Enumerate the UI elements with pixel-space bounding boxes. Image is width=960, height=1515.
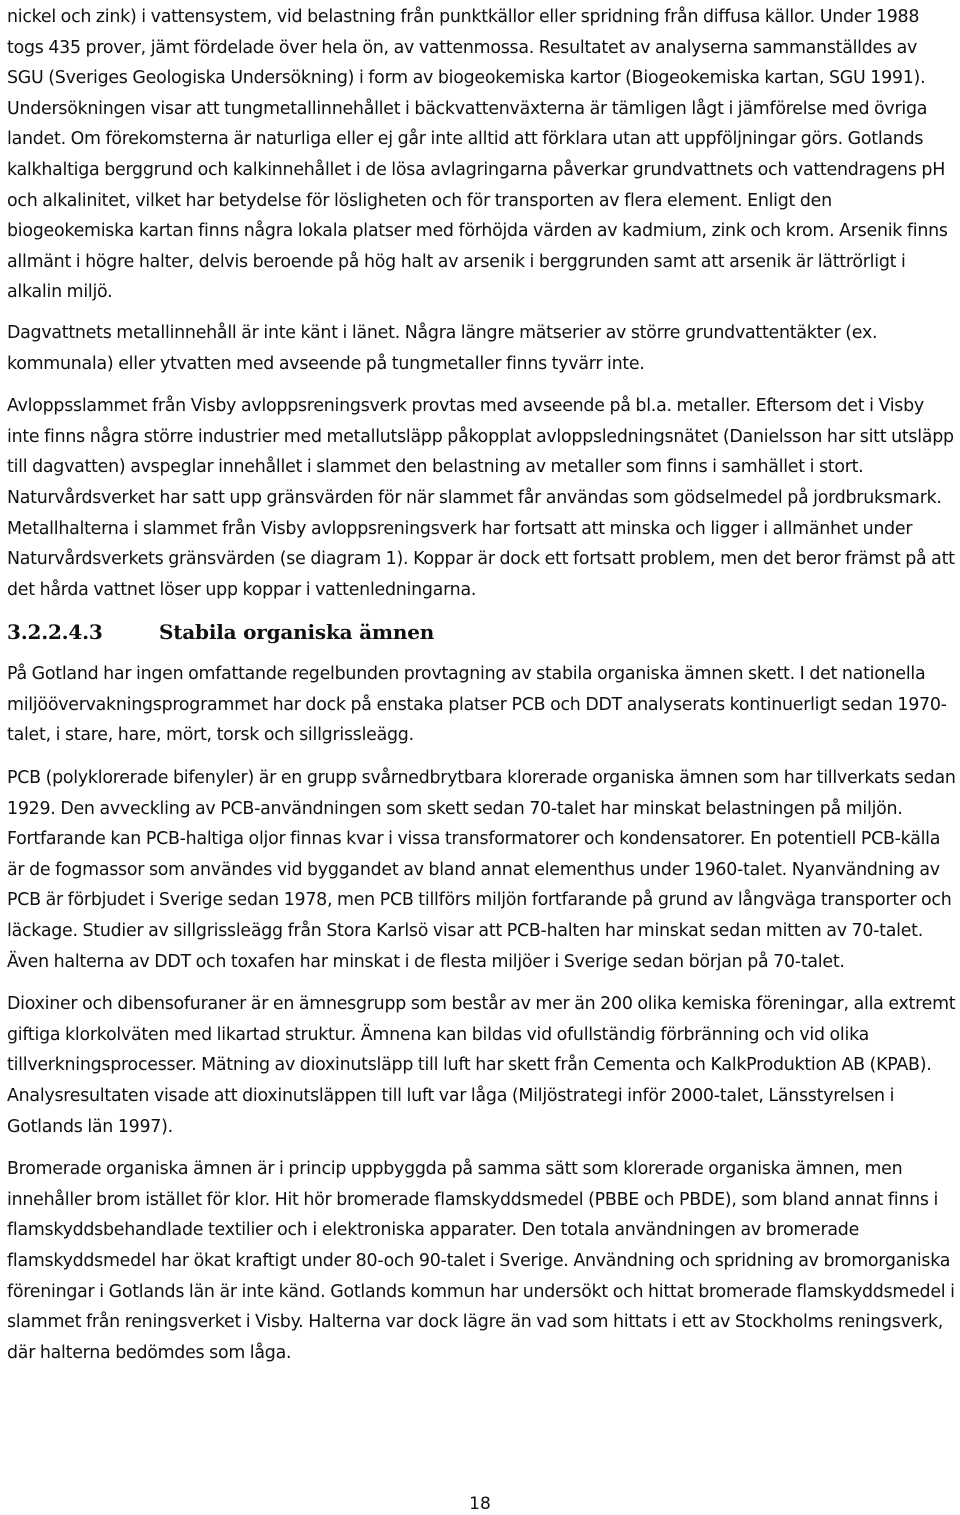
paragraph-stormwater: Dagvattnets metallinnehåll är inte känt i länet. Några längre mätserier av större grundvattentäkter (ex. kommunala) eller ytvatten med avseende på tungmetaller finns tyvärr inte.	[7, 322, 878, 374]
paragraph-dioxins: Dioxiner och dibensofuraner är en ämnesgrupp som består av mer än 200 olika kemiska föreningar, alla extremt giftiga klorkolväten med likartad struktur. Ämnena kan bildas vid ofullständig förbränning och vid olika tillverkningsprocesser. Mätning av dioxinutsläpp till luft har skett från Cementa och KalkProduktion AB (KPAB). Analysresultaten visade att dioxinutsläppen till luft var låga (Miljöstrategi inför 2000-talet, Länsstyrelsen i Gotlands län 1997).	[7, 994, 956, 1137]
paragraph-gotland-sampling: På Gotland har ingen omfattande regelbunden provtagning av stabila organiska ämnen skett. I det nationella miljöövervakningsprogrammet har dock på enstaka platser PCB och DDT analyserats kontinuerligt sedan 1970-talet, i stare, hare, mört, torsk och sillgrissleägg.	[7, 664, 947, 746]
paragraph-sewage-sludge: Avloppsslammet från Visby avloppsreningsverk provtas med avseende på bl.a. metaller. Eftersom det i Visby inte finns några större industrier med metallutsläpp påkopplat avloppsledningsnätet (Danielsson har sitt utsläpp till dagvatten) avspeglar innehållet i slammet den belastning av metaller som finns i samhället i stort. Naturvårdsverket har satt upp gränsvärden för när slammet får användas som gödselmedel på jordbruksmark. Metallhalterna i slammet från Visby avloppsreningsverk har fortsatt att minska och ligger i allmänhet under Naturvårdsverkets gränsvärden (se diagram 1). Koppar är dock ett fortsatt problem, men det beror främst på att det hårda vattnet löser upp koppar i vattenledningarna.	[7, 396, 955, 600]
paragraph-biogeochemical-maps: nickel och zink) i vattensystem, vid belastning från punktkällor eller spridning från diffusa källor. Under 1988 togs 435 prover, jämt fördelade över hela ön, av vattenmossa. Resultatet av analyserna sammanställdes av SGU (Sveriges Geologiska Undersökning) i form av biogeokemiska kartor (Biogeokemiska kartan, SGU 1991). Undersökningen visar att tungmetallinnehållet i bäckvattenväxterna är tämligen lågt i jämförelse med övriga landet. Om förekomsterna är naturliga eller ej går inte alltid att förklara utan att uppföljningar görs. Gotlands kalkhaltiga berggrund och kalkinnehållet i de lösa avlagringarna påverkar grundvattnets och vattendragens pH och alkalinitet, vilket har betydelse för lösligheten och för transporten av flera element. Enligt den biogeokemiska kartan finns några lokala platser med förhöjda värden av kadmium, zink och krom. Arsenik finns allmänt i högre halter, delvis beroende på hög halt av arsenik i berggrunden samt att arsenik är lättrörligt i alkalin miljö.	[7, 7, 948, 303]
section-title: Stabila organiska ämnen	[159, 620, 435, 645]
paragraph-brominated: Bromerade organiska ämnen är i princip uppbyggda på samma sätt som klorerade organiska ämnen, men innehåller brom istället för klor. Hit hör bromerade flamskyddsmedel (PBBE och PBDE), som bland annat finns i flamskyddsbehandlade textilier och i elektroniska apparater. Den totala användningen av bromerade flamskyddsmedel har ökat kraftigt under 80-och 90-talet i Sverige. Användning och spridning av bromorganiska föreningar i Gotlands län är inte känd. Gotlands kommun har undersökt och hittat bromerade flamskyddsmedel i slammet från reningsverket i Visby. Halterna var dock lägre än vad som hittats i ett av Stockholms reningsverk, där halterna bedömdes som låga.	[7, 1159, 955, 1363]
paragraph-pcb: PCB (polyklorerade bifenyler) är en grupp svårnedbrytbara klorerade organiska ämnen som har tillverkats sedan 1929. Den avveckling av PCB-användningen som skett sedan 70-talet har minskat belastningen på miljön. Fortfarande kan PCB-haltiga oljor finnas kvar i vissa transformatorer och kondensatorer. En potentiell PCB-källa är de fogmassor som användes vid byggandet av bland annat elementhus under 1960-talet. Nyanvändning av PCB är förbjudet i Sverige sedan 1978, men PCB tillförs miljön fortfarande på grund av långväga transporter och läckage. Studier av sillgrissleägg från Stora Karlsö visar att PCB-halten har minskat sedan mitten av 70-talet. Även halterna av DDT och toxafen har minskat i de flesta miljöer i Sverige sedan början på 70-talet.	[7, 768, 956, 972]
section-number: 3.2.2.4.3	[7, 620, 103, 645]
section-heading	[7, 617, 957, 647]
page-number: 18	[469, 1494, 491, 1514]
document-body	[7, 2, 957, 1380]
